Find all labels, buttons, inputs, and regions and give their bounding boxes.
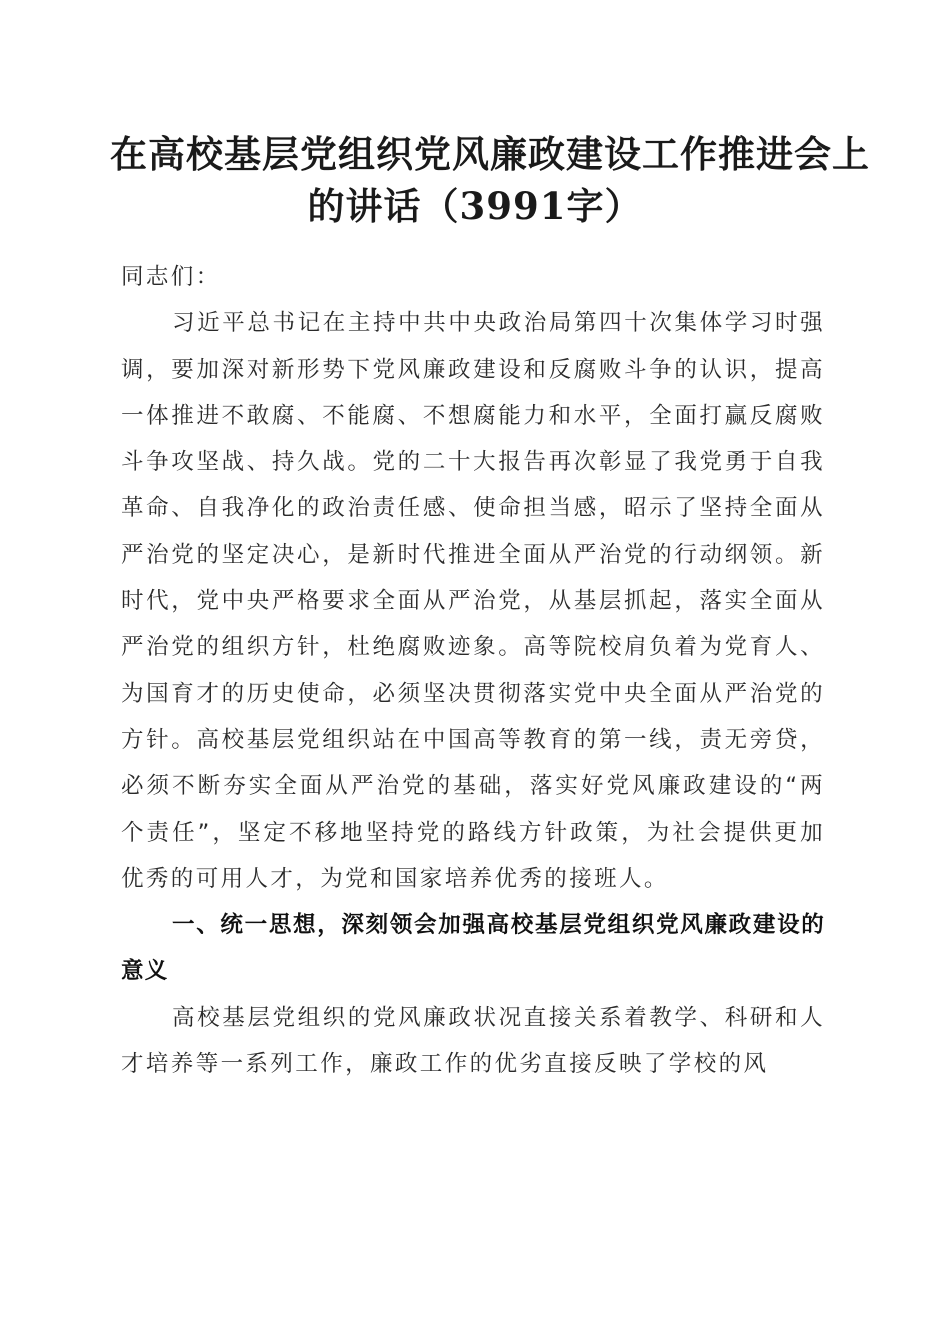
paragraph-2: 高校基层党组织的党风廉政状况直接关系着教学、科研和人才培养等一系列工作，廉政工作的优劣直接反映了学校的风 xyxy=(121,1004,825,1078)
section-heading-1: 一、统一思想，深刻领会加强高校基层党组织党风廉政建设的意义 xyxy=(121,912,825,985)
paragraph-1: 习近平总书记在主持中共中央政治局第四十次集体学习时强调，要加深对新形势下党风廉政建设和反腐败斗争的认识，提高一体推进不敢腐、不能腐、不想腐能力和水平，全面打赢反腐败斗争攻坚战、持久战。党的二十大报告再次彰显了我党勇于自我革命、自我净化的政治责任感、使命担当感，昭示了坚持全面从严治党的坚定决心，是新时代推进全面从严治党的行动纲领。新时代，党中央严格要求全面从严治党，从基层抓起，落实全面从严治党的组织方针，杜绝腐败迹象。高等院校肩负着为党育人、为国育才的历史使命，必须坚决贯彻落实党中央全面从严治党的方针。高校基层党组织站在中国高等教育的第一线，责无旁贷，必须不断夯实全面从严治党的基础，落实好党风廉政建设的“两个责任”，坚定不移地坚持党的路线方针政策，为社会提供更加优秀的可用人才，为党和国家培养优秀的接班人。 xyxy=(121,310,825,892)
title-line-2: 的讲话（3991字） xyxy=(307,184,643,228)
document-title xyxy=(110,128,870,232)
title-line-1: 在高校基层党组织党风廉政建设工作推进会上 xyxy=(110,132,870,176)
document-body xyxy=(121,254,825,1087)
salutation: 同志们： xyxy=(121,264,221,290)
